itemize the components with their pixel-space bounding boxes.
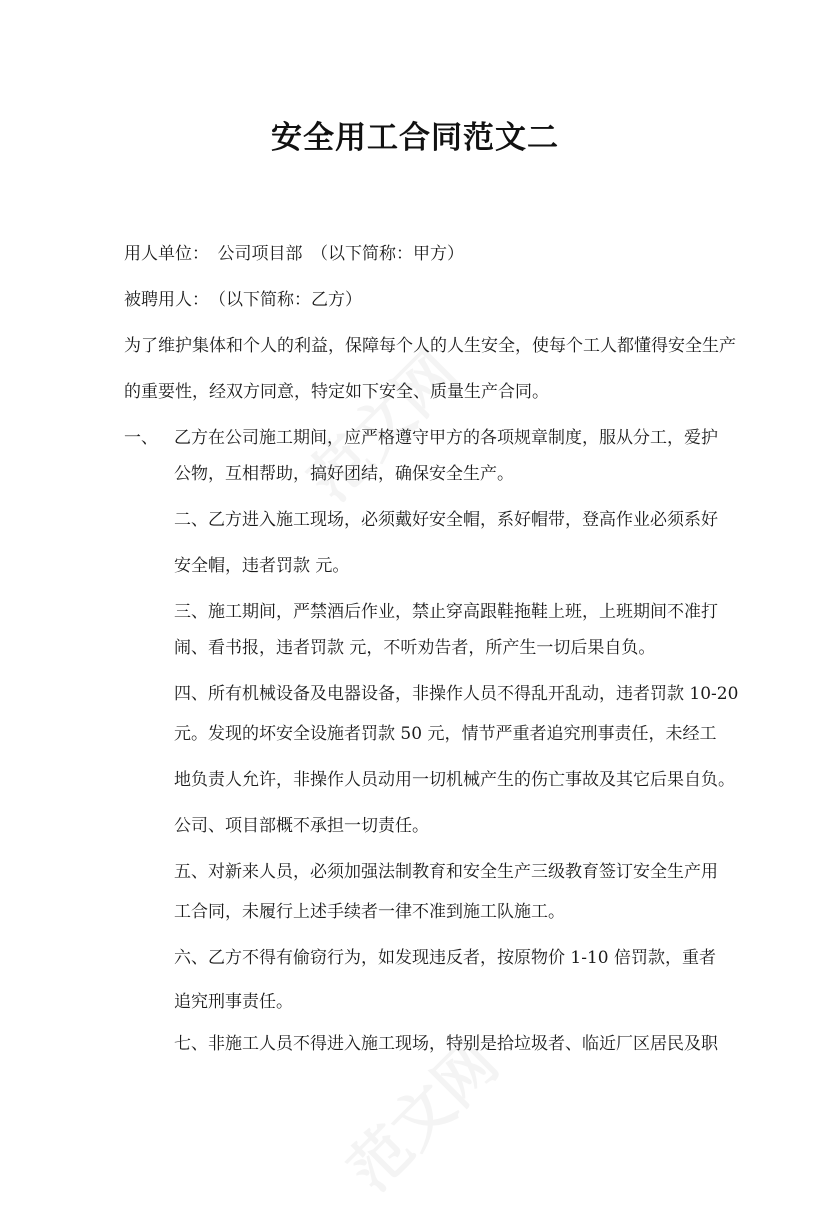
clause-1-line-2: 公物，互相帮助，搞好团结，确保安全生产。 xyxy=(174,464,514,484)
clause-4-line-1: 四、所有机械设备及电器设备，非操作人员不得乱开乱动，违者罚款 10-20 xyxy=(174,684,739,704)
clause-6-line-1: 六、乙方不得有偷窃行为，如发现违反者，按原物价 1-10 倍罚款，重者 xyxy=(174,948,716,968)
clause-1-line-1: 乙方在公司施工期间，应严格遵守甲方的各项规章制度，服从分工，爱护 xyxy=(174,428,718,448)
clause-5-line-1: 五、对新来人员，必须加强法制教育和安全生产三级教育签订安全生产用 xyxy=(174,862,718,882)
clause-4-line-4: 公司、项目部概不承担一切责任。 xyxy=(174,816,429,836)
employer-line: 用人单位： 公司项目部 （以下简称：甲方） xyxy=(124,244,464,264)
clause-5-line-2: 工合同，未履行上述手续者一律不准到施工队施工。 xyxy=(174,902,565,922)
document-title: 安全用工合同范文二 xyxy=(271,120,559,156)
clause-2-line-1: 二、乙方进入施工现场，必须戴好安全帽，系好帽带，登高作业必须系好 xyxy=(174,510,718,530)
clause-3-line-1: 三、施工期间，严禁酒后作业，禁止穿高跟鞋拖鞋上班，上班期间不准打 xyxy=(174,602,718,622)
clause-6-line-2: 追究刑事责任。 xyxy=(174,992,293,1012)
employee-line: 被聘用人： （以下简称：乙方） xyxy=(124,290,362,310)
clause-2-line-2: 安全帽，违者罚款 元。 xyxy=(174,556,350,576)
clause-4-line-2: 元。发现的坏安全设施者罚款 50 元，情节严重者追究刑事责任，未经工 xyxy=(174,724,717,744)
clause-1-number: 一、 xyxy=(124,428,158,448)
clause-3-line-2: 闹、看书报，违者罚款 元，不听劝告者，所产生一切后果自负。 xyxy=(174,638,656,658)
intro-line-1: 为了维护集体和个人的利益，保障每个人的人生安全，使每个工人都懂得安全生产 xyxy=(124,336,736,356)
intro-line-2: 的重要性，经双方同意，特定如下安全、质量生产合同。 xyxy=(124,382,549,402)
clause-4-line-3: 地负责人允许，非操作人员动用一切机械产生的伤亡事故及其它后果自负。 xyxy=(174,770,735,790)
clause-7-line-1: 七、非施工人员不得进入施工现场，特别是拾垃圾者、临近厂区居民及职 xyxy=(174,1034,718,1054)
